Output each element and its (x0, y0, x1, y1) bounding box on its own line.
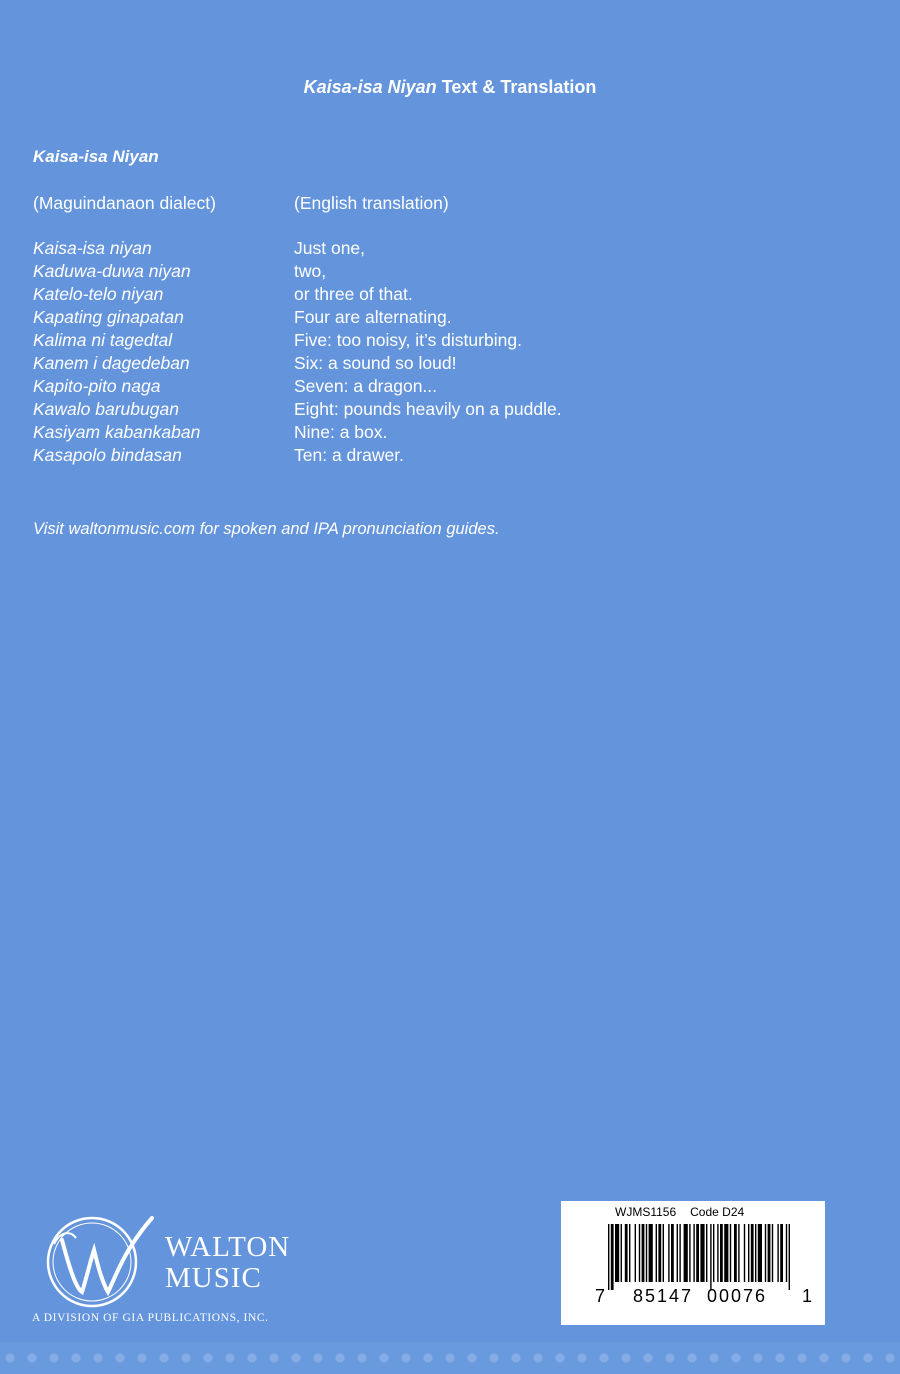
lyric-row (33, 376, 733, 399)
lyric-translation: Five: too noisy, it’s disturbing. (294, 330, 522, 350)
lyric-translation: Seven: a dragon... (294, 376, 438, 396)
barcode-group-2: 00076 (707, 1286, 768, 1306)
walton-music-logo (30, 1210, 310, 1330)
lyric-original: Katelo-telo niyan (33, 284, 164, 304)
walton-w-seal-icon (40, 1210, 160, 1310)
lyric-translation: Ten: a drawer. (294, 445, 404, 465)
barcode-check-digit: 1 (802, 1286, 813, 1306)
price-code: Code D24 (690, 1205, 745, 1219)
lyric-row (33, 238, 733, 261)
heading-italic: Kaisa-isa Niyan (303, 77, 437, 97)
damask-border (0, 1342, 900, 1374)
pronunciation-note: Visit waltonmusic.com for spoken and IPA pronunciation guides. (33, 520, 500, 538)
lyric-original: Kapating ginapatan (33, 307, 184, 327)
logo-subtitle: A DIVISION OF GIA PUBLICATIONS, INC. (32, 1312, 269, 1324)
column-header-translation: (English translation) (294, 193, 449, 213)
heading-rest: Text & Translation (436, 77, 597, 97)
lyric-original: Kaisa-isa niyan (33, 238, 152, 258)
lyric-row (33, 284, 733, 307)
page-heading (0, 77, 900, 98)
lyric-translation: Four are alternating. (294, 307, 452, 327)
lyric-original: Kanem i dagedeban (33, 353, 190, 373)
logo-line2: MUSIC (165, 1262, 262, 1294)
song-title: Kaisa-isa Niyan (33, 147, 159, 166)
lyric-translation: Nine: a box. (294, 422, 388, 442)
lyric-translation: Eight: pounds heavily on a puddle. (294, 399, 562, 419)
column-header-original: (Maguindanaon dialect) (33, 193, 216, 213)
lyric-translation: two, (294, 261, 327, 281)
lyric-row (33, 330, 733, 353)
lyric-original: Kasiyam kabankaban (33, 422, 201, 442)
lyric-translation: Six: a sound so loud! (294, 353, 457, 373)
lyric-row (33, 261, 733, 284)
lyric-original: Kasapolo bindasan (33, 445, 182, 465)
lyric-original: Kaduwa-duwa niyan (33, 261, 191, 281)
lyric-translation: Just one, (294, 238, 366, 258)
logo-wordmark (165, 1232, 290, 1294)
lyric-original: Kapito-pito naga (33, 376, 161, 396)
lyric-row (33, 399, 733, 422)
lyric-original: Kawalo barubugan (33, 399, 179, 419)
logo-line1: WALTON (165, 1231, 291, 1263)
lyric-row (33, 307, 733, 330)
lyrics-table (33, 238, 733, 468)
catalog-number: WJMS1156 (615, 1205, 677, 1219)
barcode-label (561, 1201, 825, 1325)
lyric-row (33, 422, 733, 445)
barcode-header (615, 1205, 744, 1219)
lyric-original: Kalima ni tagedtal (33, 330, 173, 350)
barcode-lead-digit: 7 (595, 1286, 606, 1306)
lyric-row (33, 353, 733, 376)
barcode-group-1: 85147 (633, 1286, 694, 1306)
lyric-translation: or three of that. (294, 284, 413, 304)
lyric-row (33, 445, 733, 468)
